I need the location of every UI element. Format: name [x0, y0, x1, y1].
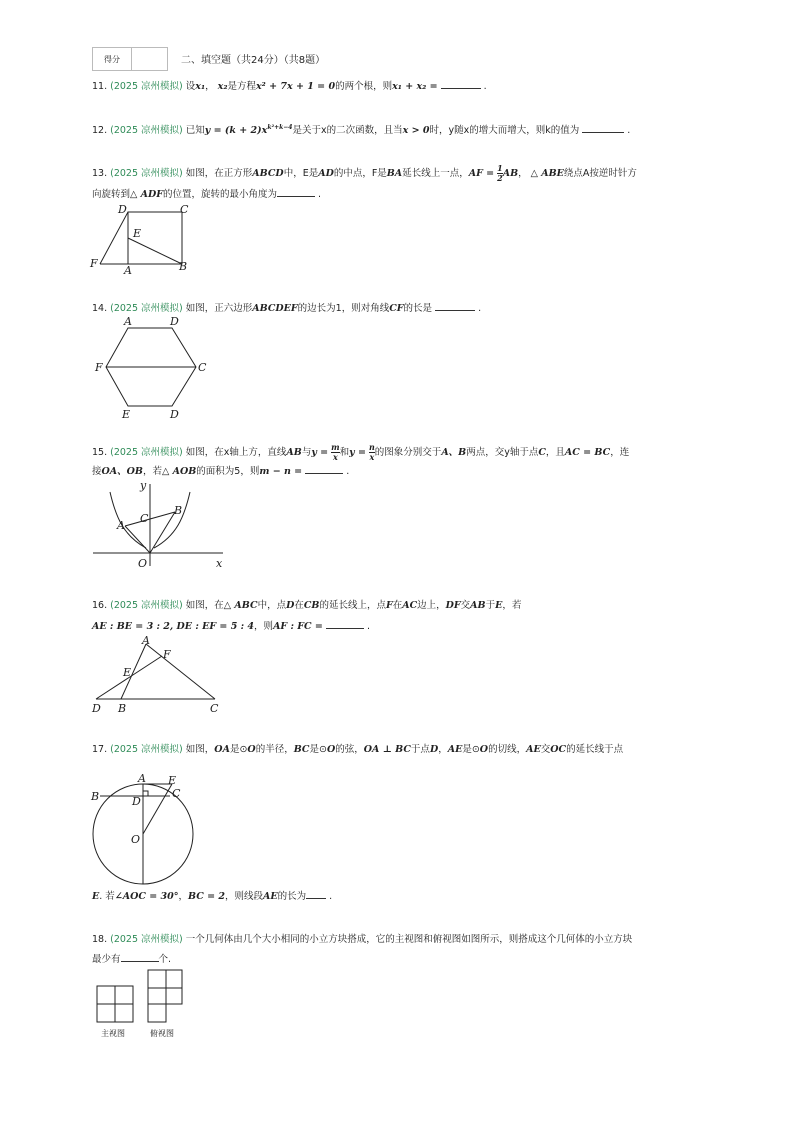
math-exponent: k²+k−4	[267, 124, 293, 131]
math: F	[385, 600, 393, 611]
fig-label: O	[131, 833, 141, 846]
text: 一个几何体由几个大小相同的小立方块搭成，它的主视图和俯视图如图所示，则搭成这个几何体的小立方块	[185, 934, 633, 945]
math: △ ABC	[223, 600, 258, 611]
caption-front-view: 主视图	[101, 1029, 125, 1038]
fig-label: C	[210, 702, 219, 715]
answer-blank[interactable]	[121, 953, 159, 962]
math: OA	[214, 744, 230, 755]
text: ，则	[254, 621, 274, 632]
fig-label: A	[138, 774, 146, 785]
text: 向旋转到	[92, 189, 131, 200]
answer-blank[interactable]	[305, 465, 343, 474]
math: AB	[502, 168, 519, 179]
math: ∠AOC = 30°	[114, 891, 179, 902]
score-field[interactable]	[132, 48, 167, 70]
question-13	[92, 164, 637, 183]
text: 的长为	[277, 891, 307, 902]
math: D	[286, 600, 295, 611]
fig-label: B	[91, 790, 100, 803]
math: O	[247, 744, 256, 755]
text: 是⊙	[229, 744, 248, 755]
question-18-line2	[92, 953, 171, 967]
question-15-line2	[92, 465, 349, 479]
text: 的图象分别交于	[374, 447, 442, 458]
fig-label: D	[170, 315, 179, 328]
answer-blank[interactable]	[435, 302, 475, 311]
text: 已知	[185, 125, 205, 137]
figure-17	[88, 774, 200, 890]
fig-label: C	[198, 361, 207, 374]
text: 与	[301, 447, 312, 458]
score-box	[92, 47, 168, 71]
math: C	[538, 447, 546, 458]
source-tag: (2025 凉州模拟)	[110, 303, 183, 314]
math: AB	[470, 600, 486, 611]
figure-18	[92, 966, 192, 1042]
text: ，若	[502, 600, 522, 611]
text: 是方程	[227, 81, 257, 92]
math: CF	[389, 303, 404, 314]
question-12	[92, 121, 630, 138]
question-number: 18.	[92, 934, 108, 945]
math: AF : FC =	[273, 621, 323, 632]
text: 的长是	[403, 303, 433, 314]
text: 中，E是	[283, 168, 319, 179]
math: ABCDEF	[252, 303, 298, 314]
fraction-denominator: x	[333, 452, 338, 462]
source-tag: (2025 凉州模拟)	[110, 81, 183, 92]
fig-label: A	[124, 264, 132, 276]
fraction	[331, 443, 339, 462]
text: 于点	[410, 744, 430, 755]
math: AC	[402, 600, 418, 611]
fig-label: A	[142, 634, 150, 647]
text: ，	[205, 81, 215, 92]
math: A、B	[441, 447, 467, 458]
math: △ ADF	[130, 189, 163, 200]
math: OC	[550, 744, 567, 755]
question-number: 17.	[92, 744, 108, 755]
text: ，	[178, 891, 189, 902]
text: 时，y随x的增大而增大，则k的值为	[429, 125, 580, 137]
math: ABCD	[252, 168, 284, 179]
math: E	[92, 891, 100, 902]
text: 如图，	[185, 744, 215, 755]
question-number: 12.	[92, 125, 108, 137]
math: O	[326, 744, 336, 755]
math: x² + 7x + 1 = 0	[256, 81, 336, 92]
text: 的面积为5，则	[196, 466, 260, 477]
text: ，连	[610, 447, 630, 458]
text: 如图，在正方形	[185, 168, 253, 179]
math: E	[495, 600, 503, 611]
text: 的延长线于点	[566, 744, 624, 755]
figure-13	[86, 200, 196, 276]
figure-14	[90, 314, 210, 422]
fraction-numerator: n	[368, 442, 375, 452]
math: AE	[263, 891, 278, 902]
question-number: 15.	[92, 447, 108, 458]
text: .	[478, 303, 482, 314]
math: OA、OB	[101, 466, 143, 477]
answer-blank[interactable]	[582, 124, 624, 133]
answer-blank[interactable]	[306, 890, 326, 899]
source-tag: (2025 凉州模拟)	[110, 447, 183, 458]
text: 绕点A按逆时针方	[563, 168, 637, 179]
math: O	[479, 744, 489, 755]
text: 的两个根，则	[335, 81, 393, 92]
fig-label: B	[179, 260, 188, 273]
math: DF	[445, 600, 461, 611]
fig-label: y	[140, 479, 147, 492]
question-11	[92, 80, 487, 94]
text: 的半径，	[255, 744, 294, 755]
fig-label: D	[92, 702, 101, 715]
math: y =	[311, 447, 329, 458]
fig-label: F	[90, 257, 98, 270]
text: ，若	[142, 466, 162, 477]
text: 如图，在	[185, 600, 224, 611]
math: CB	[303, 600, 320, 611]
caption-top-view: 俯视图	[150, 1029, 174, 1038]
math: y =	[349, 447, 366, 458]
text: ，则线段	[224, 891, 263, 902]
question-17-line2	[92, 890, 332, 904]
answer-blank[interactable]	[326, 620, 364, 629]
source-tag: (2025 凉州模拟)	[110, 168, 183, 179]
math: △ ABE	[530, 168, 564, 179]
math: y = (k + 2)x	[204, 125, 268, 137]
text: 如图，在x轴上方，直线	[185, 447, 287, 458]
fig-label: E	[122, 408, 131, 421]
text: 的弦，	[335, 744, 364, 755]
figure-16	[88, 632, 228, 718]
text: 和	[339, 447, 350, 458]
math: D	[429, 744, 439, 755]
section-title: 二、填空题（共24分）（共8题）	[181, 55, 326, 66]
source-tag: (2025 凉州模拟)	[110, 125, 183, 137]
math: AF =	[468, 168, 495, 179]
question-17	[92, 743, 623, 757]
fig-label: D	[118, 203, 127, 216]
fig-label: F	[163, 648, 171, 661]
text: 是⊙	[462, 744, 480, 755]
text: .	[366, 621, 370, 632]
fig-label: C	[140, 512, 149, 525]
text: 最少有	[92, 954, 121, 965]
fig-label: A	[117, 519, 125, 532]
math: x₁	[195, 81, 206, 92]
source-tag: (2025 凉州模拟)	[110, 600, 183, 611]
math: BC = 2	[188, 891, 225, 902]
math: AE : BE = 3 : 2, DE : EF = 5 : 4	[92, 621, 255, 632]
text: 于	[485, 600, 496, 611]
math: OA ⊥ BC	[363, 744, 411, 755]
fraction-numerator: 1	[497, 163, 503, 173]
text: . 若	[99, 891, 115, 902]
fig-label: E	[123, 666, 132, 679]
fig-label: D	[170, 408, 179, 421]
fraction-denominator: 2	[497, 173, 503, 183]
fig-label: A	[124, 315, 132, 328]
fig-label: C	[180, 203, 189, 216]
text: 交	[460, 600, 471, 611]
question-16	[92, 599, 521, 613]
math: AE	[526, 744, 541, 755]
fraction-numerator: m	[331, 442, 340, 452]
source-tag: (2025 凉州模拟)	[110, 934, 183, 945]
question-number: 11.	[92, 81, 108, 92]
question-number: 16.	[92, 600, 108, 611]
math: x₁ + x₂ =	[392, 81, 438, 92]
text: 的中点，F是	[333, 168, 387, 179]
fig-label: B	[118, 702, 127, 715]
text: .	[329, 891, 333, 902]
text: ，	[438, 744, 448, 755]
math: x₂	[217, 81, 228, 92]
text: 接	[92, 466, 102, 477]
text: 的切线，	[488, 744, 527, 755]
text: .	[483, 81, 487, 92]
text: .	[627, 125, 631, 137]
text: ，且	[545, 447, 565, 458]
question-18	[92, 933, 632, 947]
math: BA	[386, 168, 403, 179]
text: 是⊙	[309, 744, 327, 755]
math: AC = BC	[564, 447, 611, 458]
text: 在	[392, 600, 403, 611]
math: m − n =	[259, 466, 303, 477]
math: △ AOB	[161, 466, 197, 477]
question-number: 14.	[92, 303, 108, 314]
fig-label: C	[172, 787, 181, 800]
fig-label: E	[168, 774, 177, 787]
fig-label: x	[216, 557, 223, 570]
text: 的延长线上，点	[319, 600, 386, 611]
text: .	[318, 189, 322, 200]
text: 的边长为1，则对角线	[297, 303, 390, 314]
fig-label: F	[95, 361, 103, 374]
question-15	[92, 443, 629, 462]
math: AD	[318, 168, 334, 179]
text: 中，点	[257, 600, 287, 611]
text: 交	[540, 744, 551, 755]
math: AE	[447, 744, 463, 755]
text: 的位置，旋转的最小角度为	[162, 189, 277, 200]
math: BC	[293, 744, 310, 755]
score-label: 得分	[93, 48, 132, 70]
math: x > 0	[402, 125, 430, 137]
text: 个.	[158, 954, 172, 965]
fig-label: E	[133, 227, 142, 240]
source-tag: (2025 凉州模拟)	[110, 744, 183, 755]
text: 两点，交y轴于点	[466, 447, 539, 458]
math: AB	[286, 447, 302, 458]
fig-label: D	[132, 795, 141, 808]
fig-label: B	[174, 504, 183, 517]
text: 延长线上一点，	[402, 168, 469, 179]
answer-blank[interactable]	[441, 80, 481, 89]
text: 在	[294, 600, 304, 611]
fig-label: O	[138, 557, 148, 570]
text: 边上，	[417, 600, 446, 611]
figure-15	[88, 478, 228, 570]
text: 如图，正六边形	[185, 303, 253, 314]
question-number: 13.	[92, 168, 108, 179]
text: .	[346, 466, 350, 477]
answer-blank[interactable]	[277, 188, 315, 197]
text: ，	[518, 168, 528, 179]
text: 是关于x的二次函数，且当	[292, 125, 403, 137]
fraction-denominator: x	[369, 452, 375, 462]
text: 设	[185, 81, 196, 92]
